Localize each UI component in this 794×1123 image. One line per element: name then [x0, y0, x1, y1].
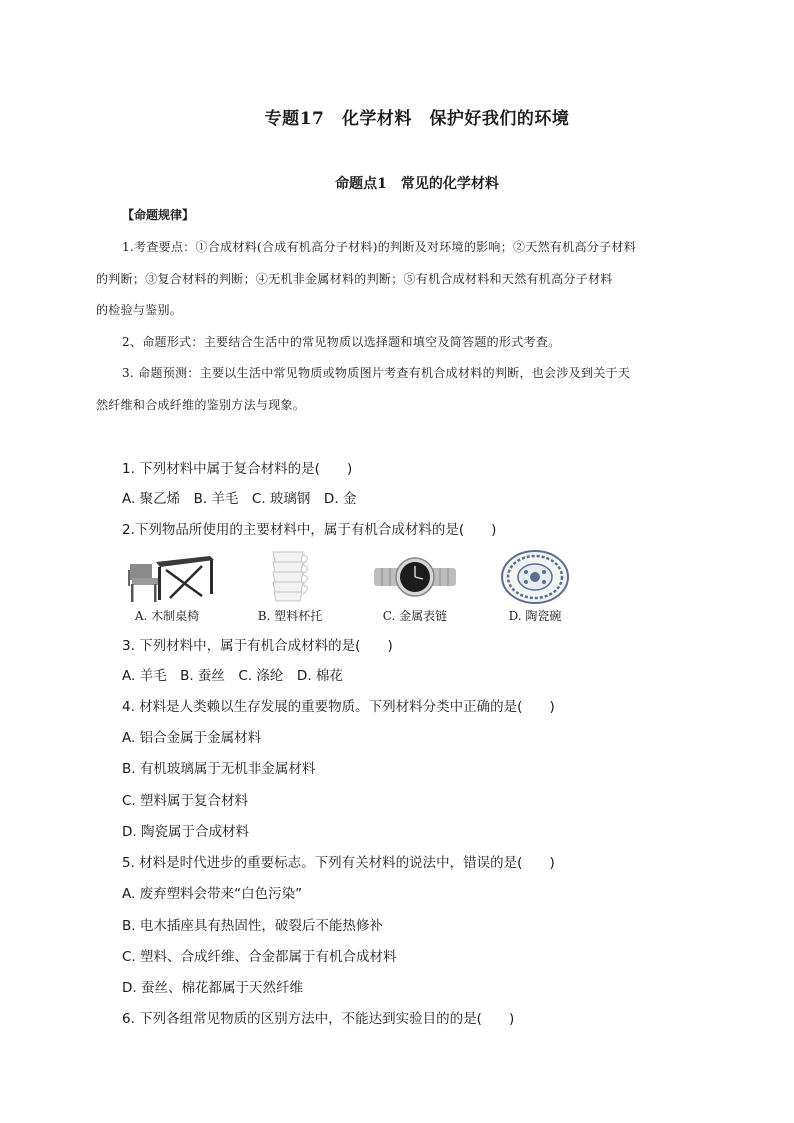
question-4-stem: 4. 材料是人类赖以生存发展的重要物质。下列材料分类中正确的是( ) [122, 699, 555, 715]
picture-caption: D. 陶瓷碗 [508, 609, 562, 623]
question-1-stem: 1. 下列材料中属于复合材料的是( ) [122, 461, 353, 477]
question-4-option: C. 塑料属于复合材料 [122, 793, 249, 809]
page-title: 专题17 化学材料 保护好我们的环境 [264, 109, 570, 129]
rules-line: 的检验与鉴别。 [96, 303, 183, 317]
question-5-option: D. 蚕丝、棉花都属于天然纤维 [122, 980, 303, 996]
question-1-options: A. 聚乙烯 B. 羊毛 C. 玻璃钢 D. 金 [122, 491, 357, 507]
table-chair-picture [126, 548, 216, 604]
question-3-options: A. 羊毛 B. 蚕丝 C. 涤纶 D. 棉花 [122, 668, 343, 684]
rules-line: 的判断；③复合材料的判断；④无机非金属材料的判断；⑤有机合成材料和天然有机高分子材料 [96, 272, 613, 286]
rules-line: 1.考查要点：①合成材料(合成有机高分子材料)的判断及对环境的影响；②天然有机高分子材料 [122, 240, 637, 254]
picture-caption: C. 金属表链 [382, 609, 448, 623]
cup-holder-picture [245, 548, 335, 604]
question-4-option: B. 有机玻璃属于无机非金属材料 [122, 761, 316, 777]
question-2-stem: 2.下列物品所使用的主要材料中，属于有机合成材料的是( ) [122, 522, 497, 538]
question-6-stem: 6. 下列各组常见物质的区别方法中，不能达到实验目的的是( ) [122, 1011, 515, 1027]
rules-line: 2、命题形式：主要结合生活中的常见物质以选择题和填空及简答题的形式考查。 [122, 335, 561, 349]
bowl-picture [490, 548, 580, 604]
rules-line: 然纤维和合成纤维的鉴别方法与现象。 [96, 398, 306, 412]
rules-line: 3. 命题预测：主要以生活中常见物质或物质图片考查有机合成材料的判断，也会涉及到关于天 [122, 366, 631, 380]
question-3-stem: 3. 下列材料中，属于有机合成材料的是( ) [122, 638, 393, 654]
watch-picture [370, 548, 460, 604]
section-subtitle: 命题点1 常见的化学材料 [335, 176, 499, 192]
question-5-option: A. 废弃塑料会带来“白色污染” [122, 886, 303, 902]
question-5-option: B. 电木插座具有热固性，破裂后不能热修补 [122, 918, 383, 934]
question-5-stem: 5. 材料是时代进步的重要标志。下列有关材料的说法中，错误的是( ) [122, 855, 555, 871]
question-4-option: A. 铝合金属于金属材料 [122, 730, 262, 746]
rules-heading: 【命题规律】 [122, 208, 195, 222]
picture-caption: B. 塑料杯托 [257, 609, 323, 623]
picture-caption: A. 木制桌椅 [134, 609, 200, 623]
question-5-option: C. 塑料、合成纤维、合金都属于有机合成材料 [122, 949, 397, 965]
question-4-option: D. 陶瓷属于合成材料 [122, 824, 249, 840]
